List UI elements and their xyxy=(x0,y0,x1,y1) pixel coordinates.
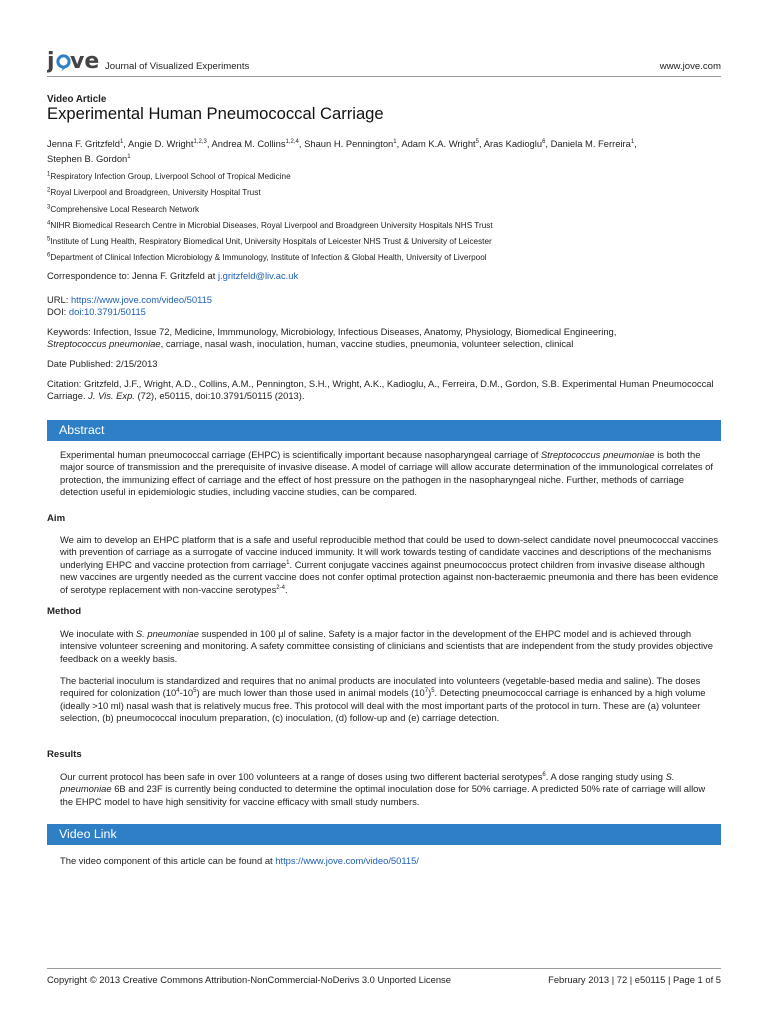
author-affiliation-ref: 1 xyxy=(119,138,124,145)
correspondence-email-link[interactable]: j.gritzfeld@liv.ac.uk xyxy=(217,270,299,281)
aim-ref-1: 1 xyxy=(286,559,290,566)
author-affiliation-ref: 1 xyxy=(393,138,397,145)
affiliation-number: 6 xyxy=(47,252,51,259)
keywords-line-1: Keywords: Infection, Issue 72, Medicine, Immmunology, Microbiology, Infectious Diseases, Anatomy, Physiology, Biomedical Engineering, xyxy=(47,326,617,337)
aim-text-a: We aim to develop an EHPC platform that is a safe and useful reproducible method that could be used to down-select candidate novel pneumococcal vaccines with prevention of carriage as a surrogate of vaccine induced immunity. It will work towards testing of candidate vaccines and descriptions of the mechanisms underlying EHPC and vaccine protection from carriage xyxy=(60,534,719,570)
affiliation-list xyxy=(47,169,721,267)
page-info: February 2013 | 72 | e50115 | Page 1 of 5 xyxy=(548,974,721,985)
abstract-p1-b: is both the major source of transmission and the prerequisite of invasive disease. A model of carriage will allow accurate determination of the immunological correlates of protection, the immunizing effect of carriage and the effect of host pressure on the pathogen in the nasopharyngeal niche. Further, methods of carriage detection useful in epidemiologic studies, including vaccine studies, can be compared. xyxy=(60,449,713,498)
citation xyxy=(47,378,721,402)
affiliation xyxy=(47,185,721,201)
method-paragraph-2 xyxy=(60,675,720,725)
results-species: S. pneumoniae xyxy=(60,771,675,795)
page-footer xyxy=(47,968,721,985)
method-p2-sup2: 5 xyxy=(193,688,197,695)
affiliation xyxy=(47,218,721,234)
author-name: Daniela M. Ferreira xyxy=(550,138,631,149)
abstract-paragraph xyxy=(60,449,720,499)
keywords-line-2: , carriage, nasal wash, inoculation, human, vaccine studies, pneumonia, volunteer selection, clinical xyxy=(160,338,574,349)
affiliation xyxy=(47,234,721,250)
jove-logo xyxy=(47,49,103,75)
method-p1-a: We inoculate with xyxy=(60,628,136,639)
affiliation xyxy=(47,169,721,185)
affiliation-text: Department of Clinical Infection Microbiology & Immunology, Institute of Infection & Global Health, University of Liverpool xyxy=(50,253,487,263)
author xyxy=(551,138,635,149)
author xyxy=(47,138,123,149)
author-affiliation-ref: 5 xyxy=(475,138,479,145)
author-list: Jenna F. Gritzfeld$^1$, Angie D. Wright$^{1,2,3}$, Andrea M. Collins$^{1,2,4}$, Shaun H. Pennington$^1$, Adam K.A. Wright$^5$, Aras Kadioglu$^6$, Daniela M. Ferreira$^1$, Stephen B. Gordon$^1$ xyxy=(47,138,637,164)
author-name: Stephen B. Gordon xyxy=(47,153,128,164)
aim-heading: Aim xyxy=(47,513,66,524)
method-p1-species: S. pneumoniae xyxy=(135,628,199,639)
keywords-species: Streptococcus pneumoniae xyxy=(47,338,161,349)
video-link-heading: Video Link xyxy=(59,827,117,841)
svg-text:ve: ve xyxy=(70,49,100,74)
correspondence-label: Correspondence to: Jenna F. Gritzfeld at xyxy=(47,270,218,281)
author-affiliation-ref: 1 xyxy=(127,153,131,160)
doi-label: DOI: xyxy=(47,306,69,317)
video-link-paragraph xyxy=(60,855,720,867)
affiliation-number: 5 xyxy=(47,236,51,243)
author xyxy=(47,153,131,164)
video-link-text: The video component of this article can be found at xyxy=(60,855,276,866)
citation-text: Citation: Gritzfeld, J.F., Wright, A.D., Collins, A.M., Pennington, S.H., Wright, A.K., Kadioglu, A., Ferreira, D.M., Gordon, S.B. Experimental Human Pneumococcal Carriage. xyxy=(47,378,714,401)
author-affiliation-ref: 1 xyxy=(630,138,635,145)
abstract-p1-a: Experimental human pneumococcal carriage (EHPC) is scientifically important because nasopharyngeal carriage of xyxy=(60,449,541,460)
abstract-p1-species: Streptococcus pneumoniae xyxy=(540,449,655,460)
author-affiliation-ref: 1,2,4 xyxy=(285,138,299,145)
svg-text:j: j xyxy=(47,49,55,74)
method-p2-a: The bacterial inoculum is standardized and requires that no animal products are inoculated into volunteers (vegetable-based media and saline). The doses required for colonization (10 xyxy=(60,675,701,699)
article-identifiers xyxy=(47,294,721,318)
aim-text-c: . xyxy=(284,583,288,595)
journal-name: Journal of Visualized Experiments xyxy=(105,61,250,72)
results-heading: Results xyxy=(47,749,82,760)
method-p2-c: ) are much lower than those used in animal models (10 xyxy=(196,687,425,699)
author xyxy=(401,138,479,149)
affiliation-text: NIHR Biomedical Research Centre in Microbial Diseases, Royal Liverpool and Broadgreen University Hospitals NHS Trust xyxy=(50,220,493,230)
affiliation-number: 1 xyxy=(47,171,51,178)
method-p2-b: -10 xyxy=(179,687,194,699)
affiliation-text: Institute of Lung Health, Respiratory Biomedical Unit, University Hospitals of Leicester NHS Trust & University of Leicester xyxy=(50,237,492,247)
results-text-b: . A dose ranging study using xyxy=(545,771,666,782)
author-name: Angie D. Wright xyxy=(128,138,194,149)
citation-tail: (72), e50115, doi:10.3791/50115 (2013). xyxy=(134,390,305,401)
page-header xyxy=(47,48,721,77)
article-title: Experimental Human Pneumococcal Carriage xyxy=(47,104,384,123)
author-name: Shaun H. Pennington xyxy=(304,138,394,149)
author-affiliation-ref: 1,2,3 xyxy=(193,138,207,145)
url-label: URL: xyxy=(47,294,71,305)
license-text: Copyright © 2013 Creative Commons Attribution-NonCommercial-NoDerivs 3.0 Unported License xyxy=(47,974,451,985)
affiliation-text: Respiratory Infection Group, Liverpool School of Tropical Medicine xyxy=(50,172,291,181)
method-heading: Method xyxy=(47,606,82,617)
article-type: Video Article xyxy=(47,94,107,105)
affiliation xyxy=(47,202,721,218)
author-name: Aras Kadioglu xyxy=(483,138,543,149)
affiliation-number: 4 xyxy=(47,220,51,227)
affiliation-text: Royal Liverpool and Broadgreen, University Hospital Trust xyxy=(50,188,261,198)
correspondence xyxy=(47,270,721,282)
method-p2-e: . Detecting pneumococcal carriage is enhanced by a high volume (ideally >10 ml) nasal wash that is relatively mucus free. This protocol will deal with the most important parts of the protocol in turn. These are (a) volunteer selection, (b) pneumococcal inoculum preparation, (c) inoculation, (d) follow-up and (e) carriage detection. xyxy=(60,687,706,724)
aim-text-b: . Current conjugate vaccines against pneumococcus protect children from invasive disease although new vaccines are urgently needed as the current vaccine does not confer optimal protection against non-bacteraemic pneumonia and there has been evidence of serotype replacement with non-vaccine serotypes xyxy=(60,558,719,595)
video-url-link[interactable]: https://www.jove.com/video/50115/ xyxy=(275,855,419,866)
affiliation xyxy=(47,250,721,266)
date-published: Date Published: 2/15/2013 xyxy=(47,358,158,369)
citation-journal: J. Vis. Exp. xyxy=(88,390,135,401)
results-text-a: Our current protocol has been safe in over 100 volunteers at a range of doses using two different bacterial serotypes xyxy=(60,771,543,782)
site-url-link[interactable]: www.jove.com xyxy=(659,61,721,72)
method-p2-sup1: 4 xyxy=(176,688,180,695)
affiliation-number: 3 xyxy=(47,203,51,210)
results-text-c: 6B and 23F is currently being conducted to determine the optimal inoculation dose for 50% carriage. A predicted 50% rate of carriage will allow the EHPC model to have high sensitivity for vaccine efficacy with small study numbers. xyxy=(60,783,706,807)
author xyxy=(304,138,396,149)
author xyxy=(128,138,207,149)
keywords xyxy=(47,326,721,350)
abstract-section-header xyxy=(47,420,721,441)
aim-paragraph xyxy=(60,534,720,596)
aim-ref-2: 2-4 xyxy=(276,584,285,591)
abstract-heading: Abstract xyxy=(59,423,105,437)
author-name: Andrea M. Collins xyxy=(211,138,286,149)
doi-link[interactable]: doi:10.3791/50115 xyxy=(68,306,146,317)
affiliation-number: 2 xyxy=(47,187,51,194)
results-paragraph xyxy=(60,771,720,808)
author-name: Adam K.A. Wright xyxy=(401,138,476,149)
affiliation-text: Comprehensive Local Research Network xyxy=(50,204,200,214)
method-p2-sup4: 5 xyxy=(431,688,435,695)
method-p1-b: suspended in 100 µl of saline. Safety is a major factor in the development of the EHPC model and is achieved through intensive volunteer screening and monitoring. A safety committee consisting of clinicians and scientists that are independent from the study provides objective feedback on a weekly basis. xyxy=(60,628,713,664)
author-name: Jenna F. Gritzfeld xyxy=(47,138,120,149)
method-paragraph-1 xyxy=(60,628,720,665)
method-p2-sup3: 7 xyxy=(424,688,429,695)
author xyxy=(484,138,546,149)
video-link-section-header xyxy=(47,824,721,845)
article-url-link[interactable]: https://www.jove.com/video/50115 xyxy=(70,294,213,305)
author-affiliation-ref: 6 xyxy=(542,138,546,145)
method-p2-d: ) xyxy=(428,687,432,699)
results-ref: 6 xyxy=(542,771,546,778)
author xyxy=(212,138,299,149)
